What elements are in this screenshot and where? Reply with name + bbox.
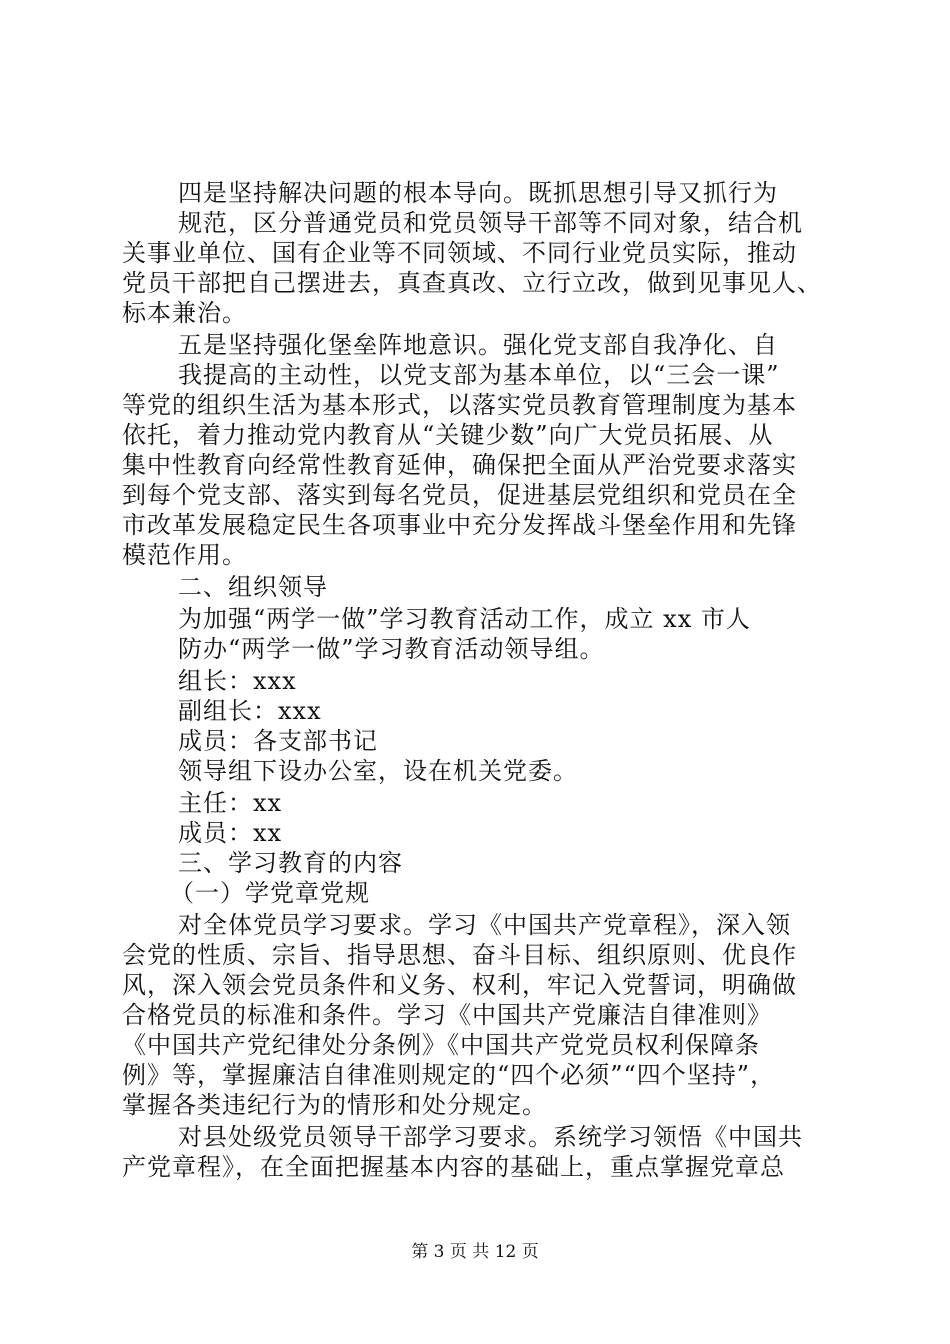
- text-line-32: 对县处级党员领导干部学习要求。系统学习领悟《中国共: [178, 1123, 803, 1151]
- text-line-12: 市改革发展稳定民生各项事业中充分发挥战斗堡垒作用和先锋: [122, 511, 797, 539]
- text-line-18: 副组长：xxx: [178, 697, 322, 725]
- text-line-9: 依托，着力推动党内教育从“关键少数”向广大党员拓展、从: [122, 421, 774, 449]
- text-line-1: 四是坚持解决问题的根本导向。既抓思想引导又抓行为: [178, 179, 778, 207]
- text-line-19: 成员：各支部书记: [178, 727, 378, 755]
- text-line-8: 等党的组织生活为基本形式，以落实党员教育管理制度为基本: [122, 391, 797, 419]
- text-line-25: 对全体党员学习要求。学习《中国共产党章程》，深入领: [178, 911, 791, 939]
- text-line-30: 例》等，掌握廉洁自律准则规定的“四个必须”“四个坚持”，: [122, 1061, 776, 1089]
- text-line-5: 标本兼治。: [122, 299, 247, 327]
- subsection-heading-1: （一）学党章党规: [170, 879, 370, 907]
- text-line-21: 主任：xx: [178, 789, 283, 817]
- text-line-17: 组长：xxx: [178, 667, 297, 695]
- text-line-10: 集中性教育向经常性教育延伸，确保把全面从严治党要求落实: [122, 451, 797, 479]
- text-line-11: 到每个党支部、落实到每名党员，促进基层党组织和党员在全: [122, 481, 797, 509]
- page-footer: 第 3 页 共 12 页: [411, 1242, 539, 1262]
- text-line-3: 关事业单位、国有企业等不同领域、不同行业党员实际，推动: [122, 239, 797, 267]
- text-line-28: 合格党员的标准和条件。学习《中国共产党廉洁自律准则》: [122, 1001, 772, 1029]
- text-line-31: 掌握各类违纪行为的情形和处分规定。: [122, 1091, 547, 1119]
- text-line-6: 五是坚持强化堡垒阵地意识。强化党支部自我净化、自: [178, 331, 778, 359]
- text-line-15: 为加强“两学一做”学习教育活动工作，成立 xx 市人: [178, 605, 751, 633]
- text-line-29: 《中国共产党纪律处分条例》《中国共产党党员权利保障条: [122, 1031, 760, 1059]
- text-line-27: 风，深入领会党员条件和义务、权利，牢记入党誓词，明确做: [122, 971, 797, 999]
- text-line-26: 会党的性质、宗旨、指导思想、奋斗目标、组织原则、优良作: [122, 941, 797, 969]
- section-heading-2: 二、组织领导: [178, 573, 328, 601]
- text-line-22: 成员：xx: [178, 819, 283, 847]
- text-line-20: 领导组下设办公室，设在机关党委。: [178, 757, 578, 785]
- text-line-4: 党员干部把自己摆进去，真查真改、立行立改，做到见事见人、: [122, 269, 822, 297]
- text-line-16: 防办“两学一做”学习教育活动领导组。: [178, 635, 605, 663]
- text-line-33: 产党章程》，在全面把握基本内容的基础上，重点掌握党章总: [122, 1153, 785, 1181]
- text-line-2: 规范，区分普通党员和党员领导干部等不同对象，结合机: [178, 209, 803, 237]
- section-heading-3: 三、学习教育的内容: [178, 849, 403, 877]
- text-line-7: 我提高的主动性，以党支部为基本单位，以“三会一课”: [178, 361, 780, 389]
- text-line-13: 模范作用。: [122, 541, 247, 569]
